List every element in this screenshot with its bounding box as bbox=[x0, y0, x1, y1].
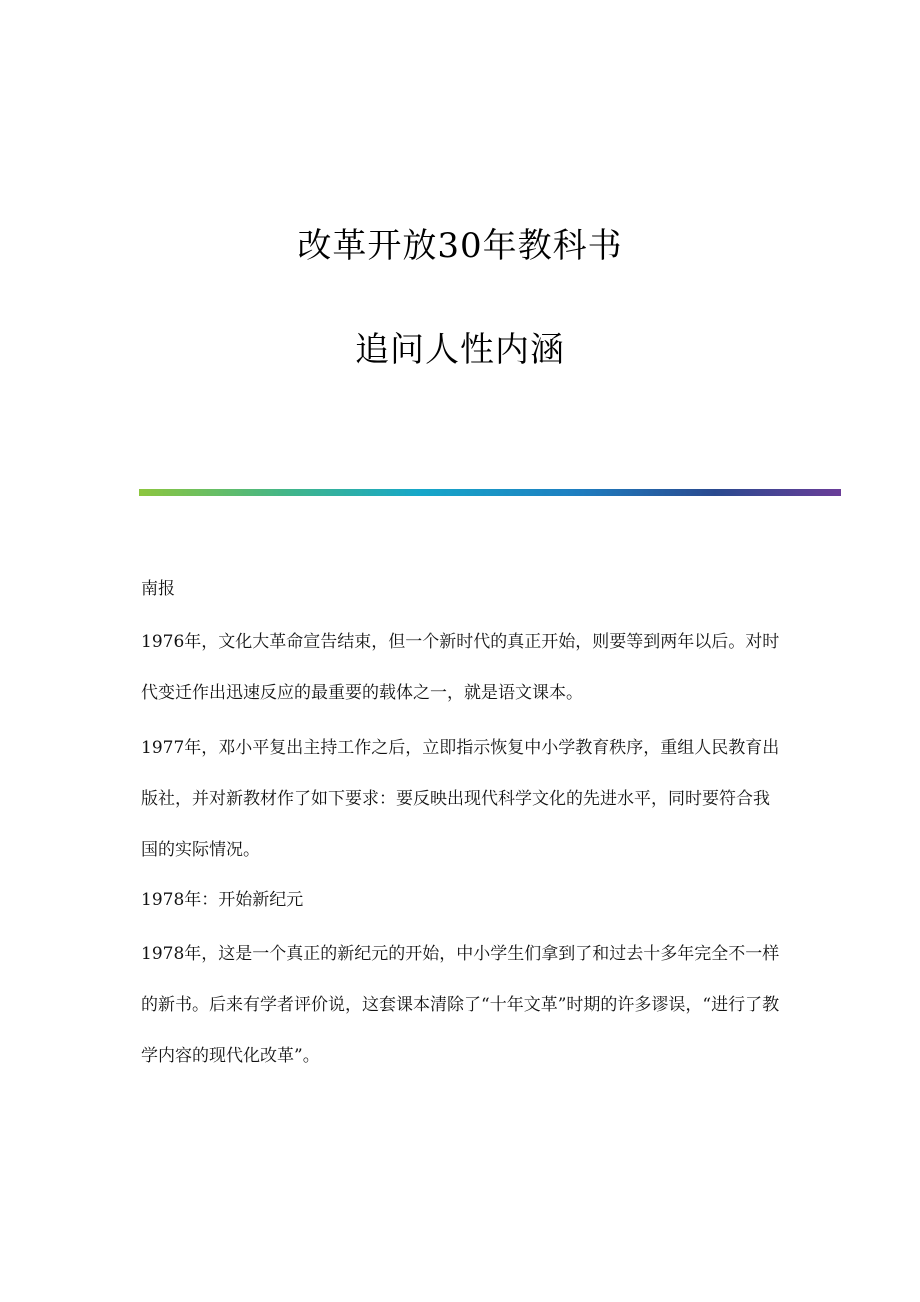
source-label: 南报 bbox=[141, 579, 175, 599]
paragraph-text: 1978年，这是一个真正的新纪元的开始，中小学生们拿到了和过去十多年完全不一样的新书。后来有学者评价说，这套课本清除了“十年文革”时期的许多谬误，“进行了教学内容的现代化改革”。 bbox=[141, 944, 780, 1066]
gradient-divider bbox=[139, 489, 841, 496]
paragraph-1978 bbox=[141, 929, 781, 1082]
document-title-line-2: 追问人性内涵 bbox=[355, 330, 565, 370]
section-heading-1978 bbox=[141, 887, 781, 913]
paragraph-1976 bbox=[141, 617, 781, 719]
paragraph-1977 bbox=[141, 723, 781, 876]
section-heading-text: 1978年：开始新纪元 bbox=[141, 890, 304, 910]
paragraph-text: 1977年，邓小平复出主持工作之后，立即指示恢复中小学教育秩序，重组人民教育出版社，并对新教材作了如下要求：要反映出现代科学文化的先进水平，同时要符合我国的实际情况。 bbox=[141, 738, 780, 860]
paragraph-text: 1976年，文化大革命宣告结束，但一个新时代的真正开始，则要等到两年以后。对时代变迁作出迅速反应的最重要的载体之一，就是语文课本。 bbox=[141, 632, 780, 703]
document-title-line-1: 改革开放30年教科书 bbox=[297, 226, 623, 266]
